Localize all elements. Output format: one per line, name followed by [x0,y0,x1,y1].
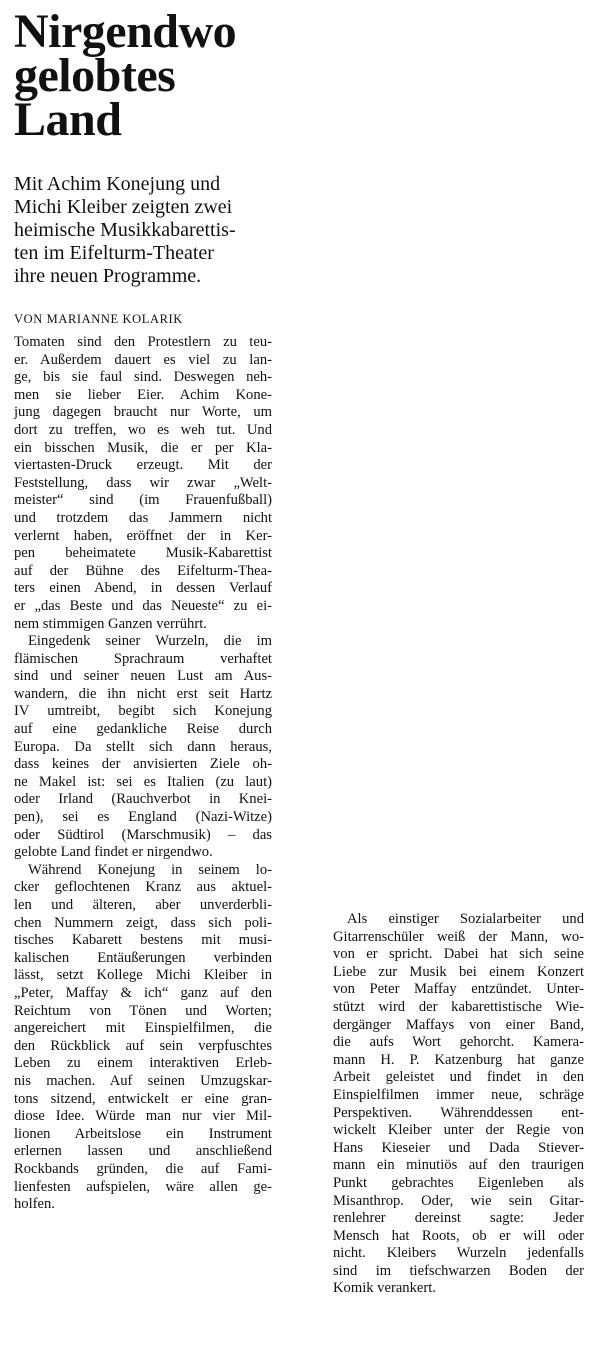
text-line: tons sitzend, entwickelt er eine gran- [14,1090,272,1107]
text-line: Als einstiger Sozialarbeiter und [347,911,584,927]
text-line: auf der Bühne des Eifelturm-Thea- [14,562,272,579]
text-line: ters einen Abend, in dessen Verlauf [14,580,272,597]
text-line: angereichert mit Einspielfilmen, die [14,1020,272,1037]
text-line: Leben zu einem interaktiven Erleb- [14,1055,272,1072]
text-line: erlernen lassen und anschließend [14,1143,272,1160]
text-line: renlehrer dereinst sagte: Jeder [333,1210,584,1227]
text-line: Europa. Da stellt sich dann heraus, [14,738,272,755]
subhead-line: ten im Eifelturm-Theater [14,242,214,264]
text-line: sind im tiefschwarzen Boden der [333,1262,584,1279]
text-line: sind und seiner neuen Lust am Aus- [14,668,272,685]
text-line: Rockbands gründen, die auf Fami- [14,1160,272,1177]
text-line: ge, bis sie faul sind. Deswegen neh- [14,369,272,386]
text-line: Liebe zur Musik bei einem Konzert [333,963,584,980]
text-line: mann ein minutiös auf den traurigen [333,1157,584,1174]
text-line: die aufs Wort gehorcht. Kamera- [333,1034,584,1051]
text-line: Einspielfilmen immer neue, schräge [333,1086,584,1103]
text-line: len und älteren, aber unverderbli- [14,897,272,913]
text-line: mann H. P. Katzenburg hat ganze [333,1051,584,1068]
text-line: Komik verankert. [333,1280,436,1297]
text-line: von er spricht. Dabei hat sich seine [333,946,584,963]
text-line: Während Konejung in seinem lo- [28,861,272,878]
text-line: Perspektiven. Währenddessen ent- [333,1104,584,1121]
text-line: gelobte Land findet er nirgendwo. [14,844,213,861]
text-line: lienfesten aufspielen, wäre allen ge- [14,1178,272,1195]
text-line: jung dagegen braucht nur Worte, um [14,404,272,421]
article-byline: VON MARIANNE KOLARIK [14,312,183,326]
text-line: Feststellung, dass wir zwar „Welt- [14,474,272,491]
text-line: „Peter, Maffay & ich“ ganz auf den [14,984,272,1001]
text-line: lionen Arbeitslose ein Instrument [14,1125,272,1142]
text-line: diose Idee. Würde man nur vier Mil- [14,1108,272,1125]
text-line: men sie lieber Eier. Achim Kone- [14,386,272,403]
text-line: pen beheimatete Musik-Kabarettist [14,545,272,562]
headline-line: gelobtes [14,49,176,102]
text-line: pen), sei es England (Nazi-Witze) [14,809,272,826]
text-line: von Peter Maffay entzündet. Unter- [333,981,584,998]
text-line: Misanthrop. Oder, wie sein Gitar- [333,1192,584,1209]
text-line: Reichtum von Tönen und Worten; [14,1002,272,1019]
text-line: nis machen. Auf seinen Umzugskar- [14,1072,272,1089]
article-headline [14,5,314,146]
text-line: er. Außerdem dauert es viel zu lan- [14,351,272,368]
subhead-line: Michi Kleiber zeigten zwei [14,196,233,218]
text-line: verlernt haben, eröffnet der in Ker- [14,527,272,544]
text-line: dass keines der anvisierten Ziele oh- [14,756,272,773]
text-line: er „das Beste und das Neueste“ zu ei- [14,597,272,614]
headline-line: Land [14,93,122,146]
text-line: flämischen Sprachraum verhaftet [14,650,272,667]
text-line: dergänger Maffays von einer Band, [333,1016,584,1033]
text-line: chen Nummern zeigt, dass sich poli- [14,914,272,931]
text-line: Hans Kieseier und Dada Stiever- [333,1139,584,1156]
text-line: viertasten-Druck erzeugt. Mit der [14,457,272,474]
text-line: Gitarrenschüler weiß der Mann, wo- [333,928,584,945]
text-line: dort zu treffen, wo es weh tut. Und [14,421,272,438]
text-line: IV umtreibt, begibt sich Konejung [14,703,272,720]
left-text-column [14,334,272,1214]
text-line: meister“ sind (im Frauenfußball) [14,492,272,509]
text-line: den Rückblick auf sein verpfuschtes [14,1037,272,1054]
subhead-line: Mit Achim Konejung und [14,173,221,195]
article-subheadline [14,173,269,288]
text-line: und trotzdem das Jammern nicht [14,509,272,526]
text-line: tisches Kabarett bestens mit musi- [14,932,272,949]
text-line: wandern, die ihn nicht erst seit Hartz [14,685,272,702]
text-line: Tomaten sind den Protestlern zu teu- [14,334,272,350]
text-line: Punkt gebrachtes Eigenleben als [333,1174,584,1191]
subhead-line: heimische Musikkabarettis- [14,219,236,241]
text-line: ne Makel ist: sei es Italien (zu laut) [14,773,272,790]
text-line: holfen. [14,1196,55,1213]
text-line: Arbeit geleistet und findet in den [333,1069,584,1086]
text-line: wickelt Kleiber unter der Regie von [333,1122,584,1139]
subhead-line: ihre neuen Programme. [14,265,202,287]
text-line: kalischen Entäußerungen verbinden [14,949,272,966]
text-line: oder Irland (Rauchverbot in Knei- [14,791,272,808]
text-line: stützt wird der kabarettistische Wie- [333,998,584,1015]
text-line: Eingedenk seiner Wurzeln, die im [28,633,272,650]
headline-line: Nirgendwo [14,5,237,58]
text-line: cker geflochtenen Kranz aus aktuel- [14,879,272,896]
text-line: auf eine gedankliche Reise durch [14,721,272,738]
right-text-column [333,911,584,1298]
text-line: nem stimmigen Ganzen verrührt. [14,615,207,632]
text-line: ein bisschen Musik, die er per Kla- [14,439,272,456]
text-line: nicht. Kleibers Wurzeln jedenfalls [333,1245,584,1262]
text-line: Mensch hat Roots, ob er will oder [333,1227,584,1244]
text-line: oder Südtirol (Marschmusik) – das [14,826,272,843]
text-line: lässt, setzt Kollege Michi Kleiber in [14,967,272,984]
